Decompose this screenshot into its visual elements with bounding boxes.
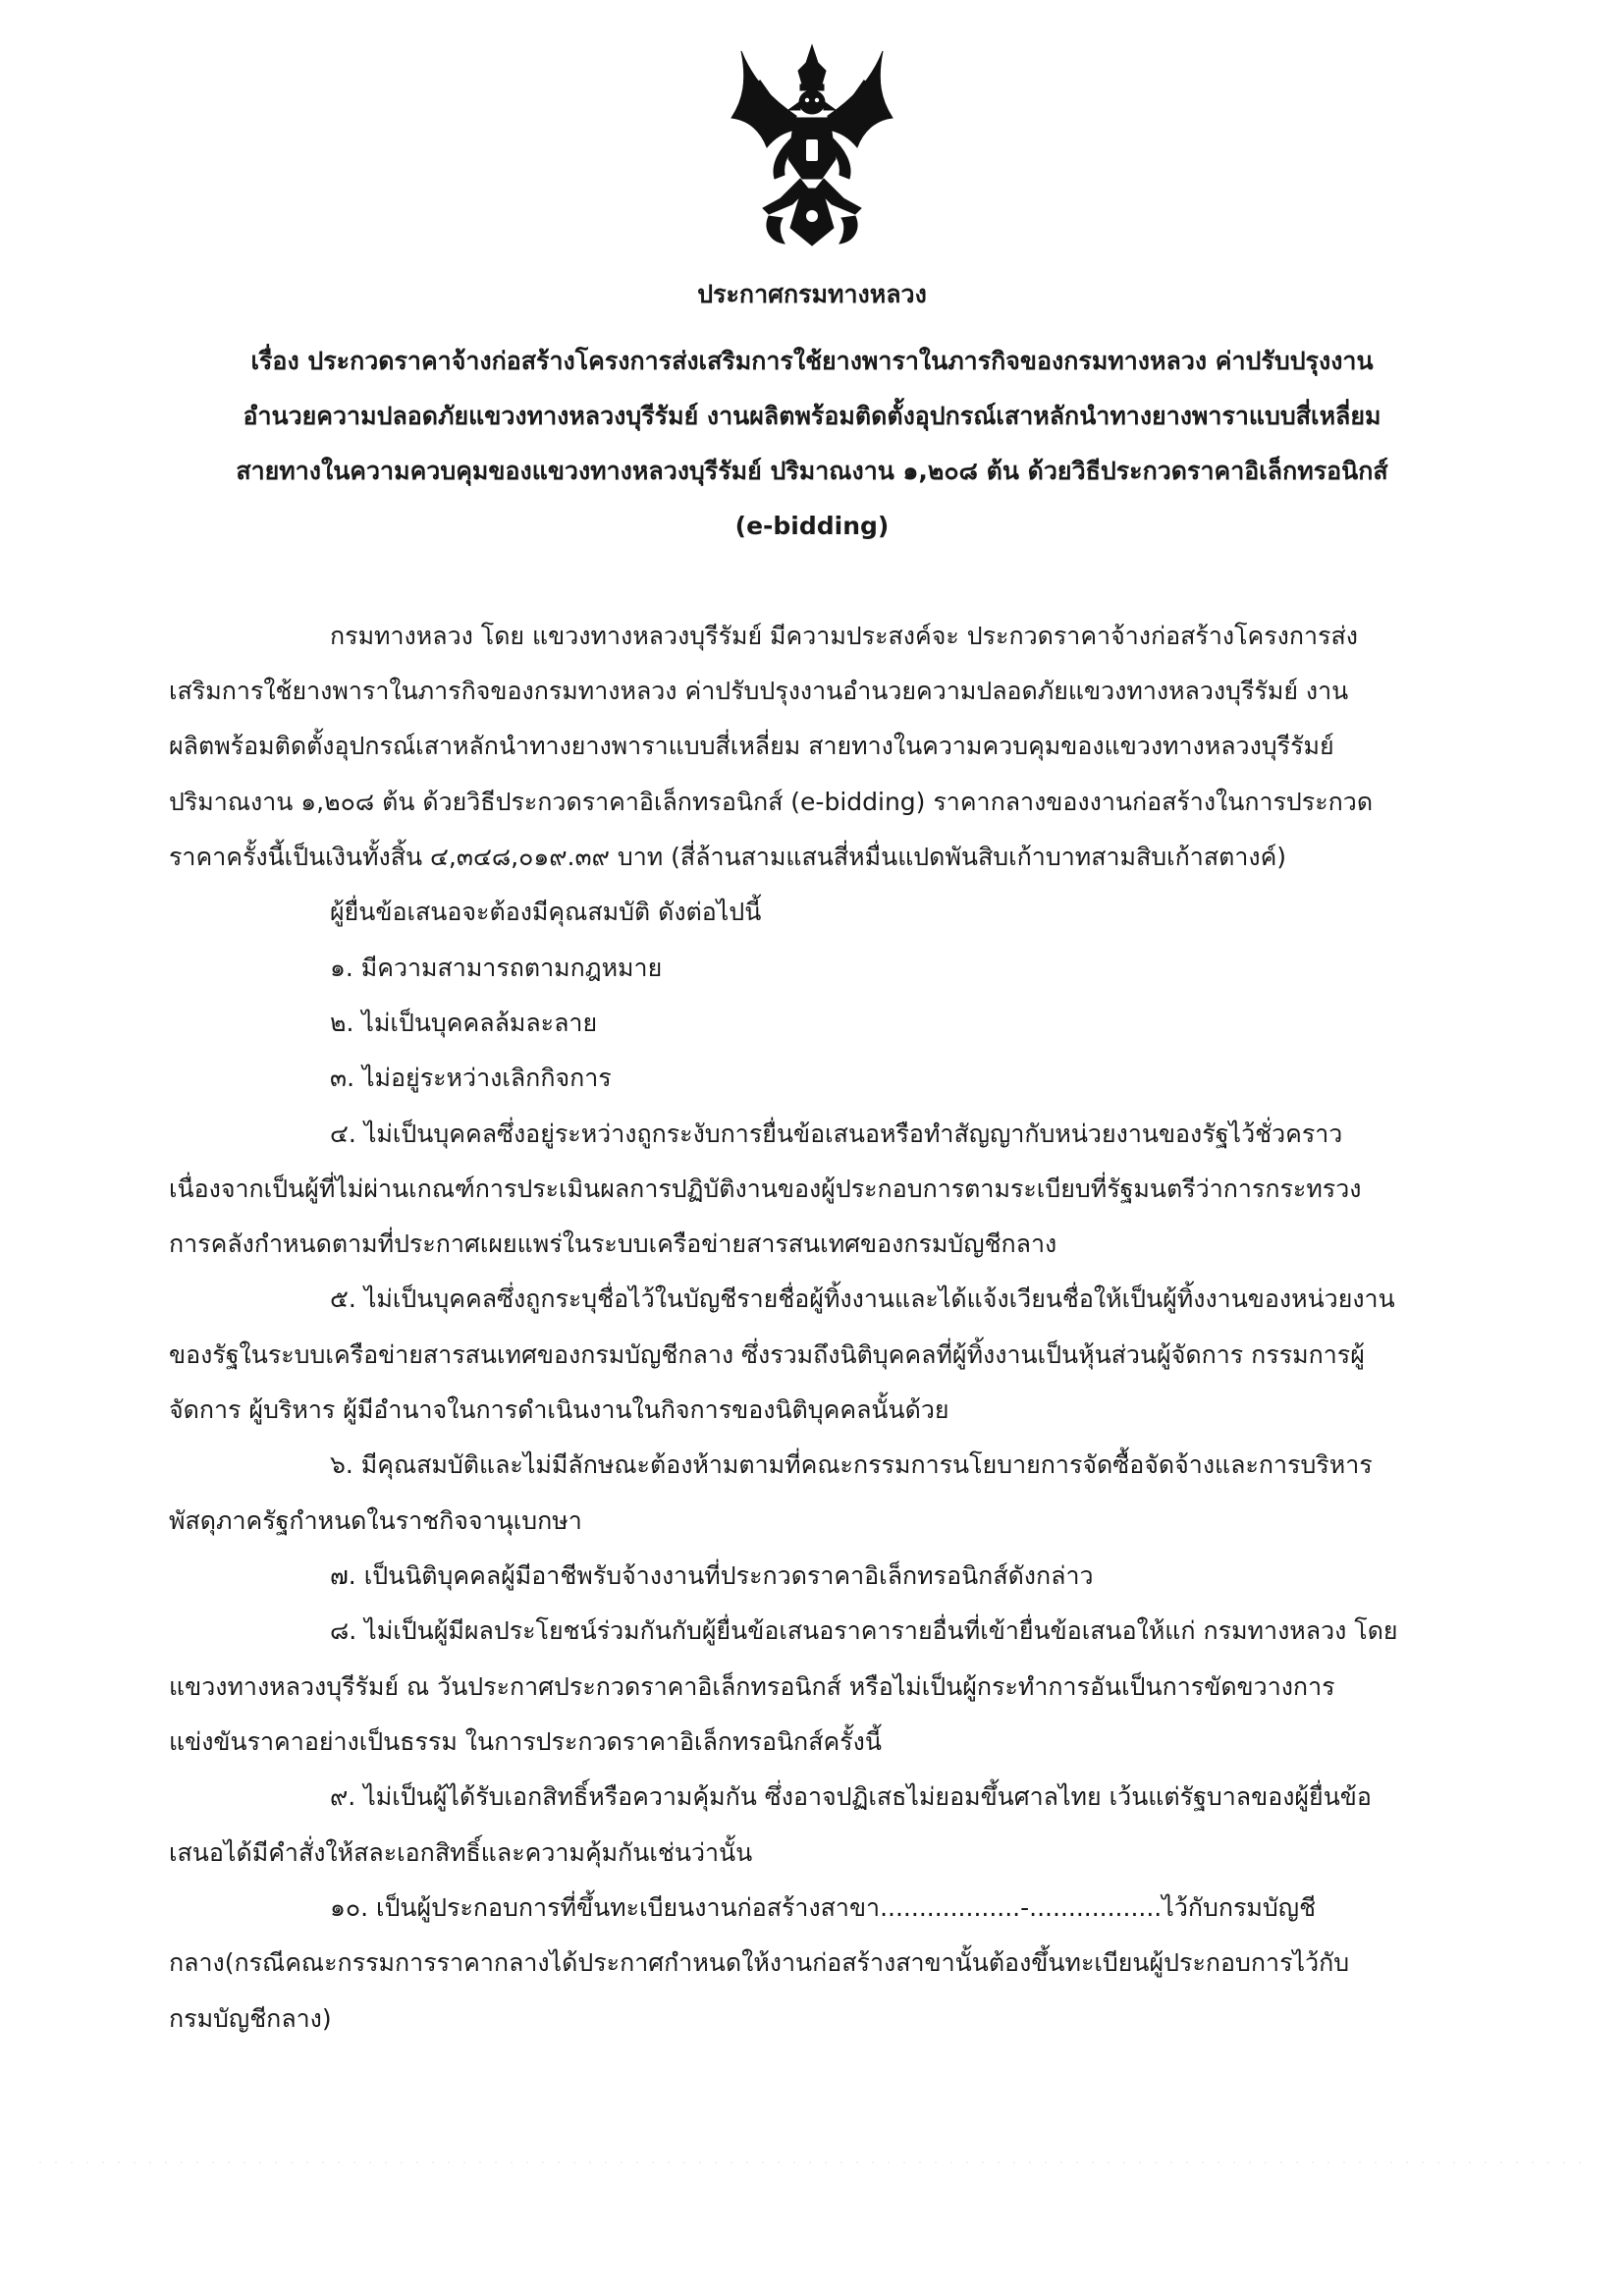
document-title: ประกาศกรมทางหลวง [697, 280, 927, 308]
body-line: ๗. เป็นนิติบุคคลผู้มีอาชีพรับจ้างงานที่ประกวดราคาอิเล็กทรอนิกส์ดังกล่าว [330, 1561, 1094, 1590]
subject-line: เรื่อง ประกวดราคาจ้างก่อสร้างโครงการส่งเสริมการใช้ยางพาราในภารกิจของกรมทางหลวง ค่าปรับปรุงงาน [250, 347, 1374, 375]
body-line: การคลังกำหนดตามที่ประกาศเผยแพร่ในระบบเครือข่ายสารสนเทศของกรมบัญชีกลาง [169, 1230, 1057, 1258]
body-line: กลาง(กรณีคณะกรรมการราคากลางได้ประกาศกำหนดให้งานก่อสร้างสาขานั้นต้องขึ้นทะเบียนผู้ประกอบการไว้กับ [169, 1948, 1350, 1977]
body-line: กรมบัญชีกลาง) [169, 2004, 332, 2033]
body-line: ราคาครั้งนี้เป็นเงินทั้งสิ้น ๔,๓๔๘,๐๑๙.๓๙ บาท (สี่ล้านสามแสนสี่หมื่นแปดพันสิบเก้าบาทสามสิบเก้าสตางค์) [169, 843, 1287, 871]
body-line: เสริมการใช้ยางพาราในภารกิจของกรมทางหลวง ค่าปรับปรุงงานอำนวยความปลอดภัยแขวงทางหลวงบุรีรัมย์ งาน [169, 677, 1349, 705]
body-line: ๑๐. เป็นผู้ประกอบการที่ขึ้นทะเบียนงานก่อสร้างสาขา..................-.................ไว้กับกรมบัญชี [330, 1893, 1317, 1922]
body-line: กรมทางหลวง โดย แขวงทางหลวงบุรีรัมย์ มีความประสงค์จะ ประกวดราคาจ้างก่อสร้างโครงการส่ง [330, 622, 1358, 650]
body-line: ๒. ไม่เป็นบุคคลล้มละลาย [330, 1009, 598, 1037]
garuda-emblem-icon [724, 41, 900, 252]
body-line: ๙. ไม่เป็นผู้ได้รับเอกสิทธิ์หรือความคุ้มกัน ซึ่งอาจปฏิเสธไม่ยอมขึ้นศาลไทย เว้นแต่รัฐบาลของผู้ยื่นข้อ [330, 1782, 1372, 1811]
body-line: แขวงทางหลวงบุรีรัมย์ ณ วันประกาศประกวดราคาอิเล็กทรอนิกส์ หรือไม่เป็นผู้กระทำการอันเป็นการขัดขวางการ [169, 1672, 1335, 1701]
document-subject [0, 334, 1624, 554]
body-line: ของรัฐในระบบเครือข่ายสารสนเทศของกรมบัญชีกลาง ซึ่งรวมถึงนิติบุคคลที่ผู้ทิ้งงานเป็นหุ้นส่วนผู้จัดการ กรรมการผู้ [169, 1340, 1365, 1369]
subject-line: สายทางในความควบคุมของแขวงทางหลวงบุรีรัมย์ ปริมาณงาน ๑,๒๐๘ ต้น ด้วยวิธีประกวดราคาอิเล็กทรอนิกส์ [236, 457, 1388, 485]
scan-noise-divider [0, 2160, 1624, 2164]
body-line: ๔. ไม่เป็นบุคคลซึ่งอยู่ระหว่างถูกระงับการยื่นข้อเสนอหรือทำสัญญากับหน่วยงานของรัฐไว้ชั่วคราว [330, 1120, 1343, 1148]
body-line: ผู้ยื่นข้อเสนอจะต้องมีคุณสมบัติ ดังต่อไปนี้ [330, 898, 762, 926]
body-line: ผลิตพร้อมติดตั้งอุปกรณ์เสาหลักนำทางยางพาราแบบสี่เหลี่ยม สายทางในความควบคุมของแขวงทางหลวงบุรีรัมย์ [169, 732, 1334, 760]
subject-line: (e-bidding) [734, 512, 890, 540]
body-line: แข่งขันราคาอย่างเป็นธรรม ในการประกวดราคาอิเล็กทรอนิกส์ครั้งนี้ [169, 1727, 882, 1756]
body-line: ปริมาณงาน ๑,๒๐๘ ต้น ด้วยวิธีประกวดราคาอิเล็กทรอนิกส์ (e-bidding) ราคากลางของงานก่อสร้างในการประกวด [169, 788, 1374, 816]
body-line: ๕. ไม่เป็นบุคคลซึ่งถูกระบุชื่อไว้ในบัญชีรายชื่อผู้ทิ้งงานและได้แจ้งเวียนชื่อให้เป็นผู้ทิ้งงานของหน่วยงาน [330, 1285, 1395, 1313]
body-line: ๑. มีความสามารถตามกฎหมาย [330, 954, 663, 982]
body-line: ๖. มีคุณสมบัติและไม่มีลักษณะต้องห้ามตามที่คณะกรรมการนโยบายการจัดซื้อจัดจ้างและการบริหาร [330, 1450, 1373, 1479]
body-line: จัดการ ผู้บริหาร ผู้มีอำนาจในการดำเนินงานในกิจการของนิติบุคคลนั้นด้วย [169, 1395, 949, 1424]
subject-line: อำนวยความปลอดภัยแขวงทางหลวงบุรีรัมย์ งานผลิตพร้อมติดตั้งอุปกรณ์เสาหลักนำทางยางพาราแบบสี่เหลี่ยม [243, 402, 1381, 430]
body-line: พัสดุภาครัฐกำหนดในราชกิจจานุเบกษา [169, 1506, 582, 1535]
body-line: เนื่องจากเป็นผู้ที่ไม่ผ่านเกณฑ์การประเมินผลการปฏิบัติงานของผู้ประกอบการตามระเบียบที่รัฐมนตรีว่าการกระทรวง [169, 1175, 1362, 1203]
body-line: ๘. ไม่เป็นผู้มีผลประโยชน์ร่วมกันกับผู้ยื่นข้อเสนอราคารายอื่นที่เข้ายื่นข้อเสนอให้แก่ กรมทางหลวง โดย [330, 1616, 1398, 1645]
body-line: เสนอได้มีคำสั่งให้สละเอกสิทธิ์และความคุ้มกันเช่นว่านั้น [169, 1838, 753, 1867]
body-line: ๓. ไม่อยู่ระหว่างเลิกกิจการ [330, 1064, 612, 1092]
